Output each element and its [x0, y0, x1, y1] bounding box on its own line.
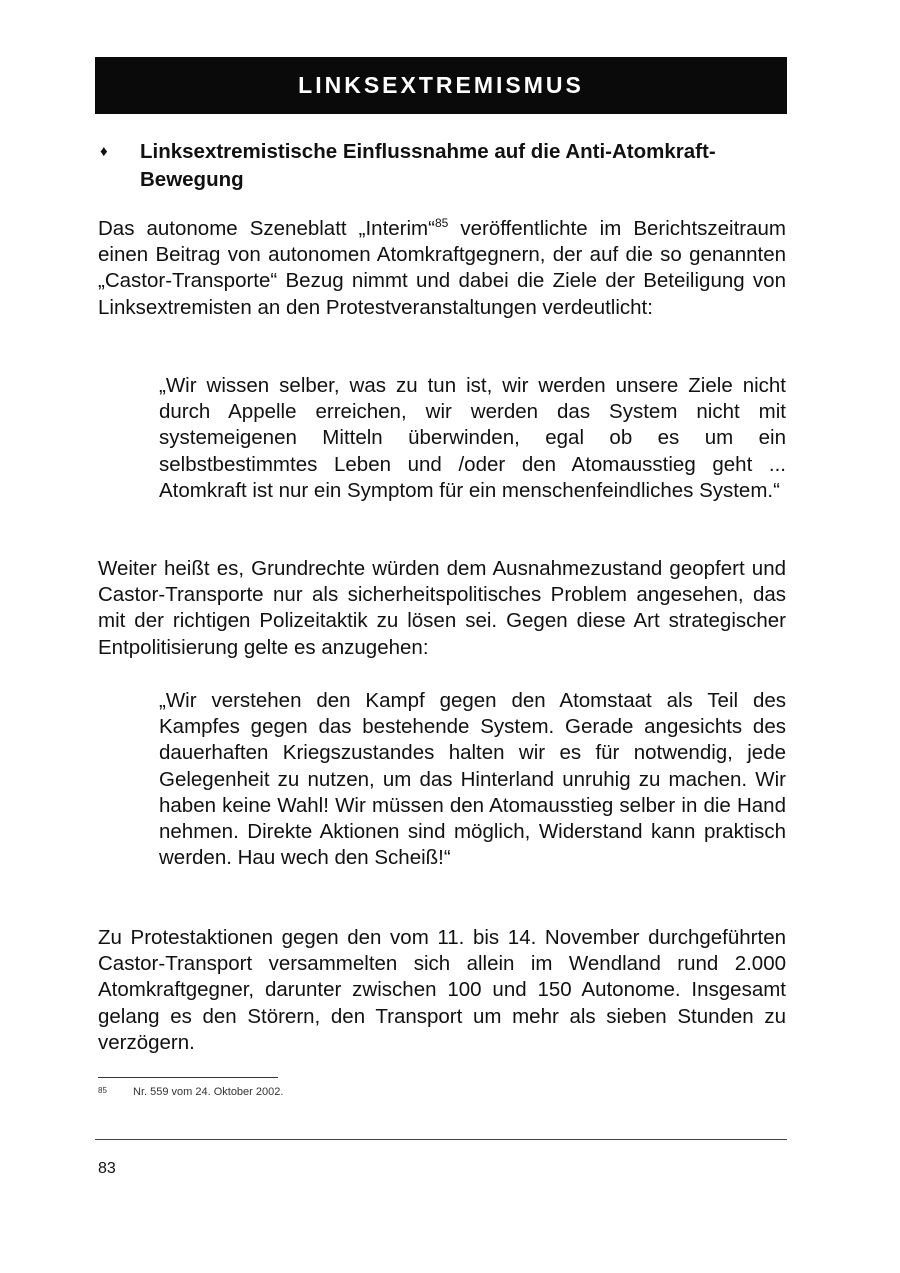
footnote-text: Nr. 559 vom 24. Oktober 2002.	[133, 1086, 284, 1098]
quote-block-1: „Wir wissen selber, was zu tun ist, wir werden unsere Ziele nicht durch Appelle erreichen, wir werden das System nicht mit systemeigenen Mitteln überwinden, egal ob es um ein selbstbestimmtes Leben und /oder den Atomausstieg geht ... Atomkraft ist nur ein Symptom für ein menschenfeindliches System.“	[159, 374, 786, 502]
footnote-divider	[98, 1077, 278, 1078]
footnote	[98, 1086, 283, 1098]
paragraph-middle: Weiter heißt es, Grundrechte würden dem Ausnahmezustand geopfert und Castor-Transporte nur als sicherheitspolitisches Problem angesehen, das mit der richtigen Polizeitaktik zu lösen sei. Gegen diese Art strategischer Entpolitisierung gelte es anzugehen:	[98, 557, 786, 659]
page-bottom-rule	[95, 1139, 787, 1140]
section-heading	[98, 138, 798, 194]
paragraph-closing: Zu Protestaktionen gegen den vom 11. bis 14. November durchgeführten Castor-Transport versammelten sich allein im Wendland rund 2.000 Atomkraftgegner, darunter zwischen 100 und 150 Autonome. Insgesamt gelang es den Störern, den Transport um mehr als sieben Stunden zu verzögern.	[98, 926, 786, 1054]
page-number: 83	[98, 1160, 116, 1177]
paragraph-intro	[98, 216, 786, 321]
bullet-diamond-icon: ♦	[100, 143, 108, 160]
footnote-number: 85	[98, 1086, 107, 1095]
quote-block-2: „Wir verstehen den Kampf gegen den Atomstaat als Teil des Kampfes gegen das bestehende System. Gerade angesichts des dauerhaften Kriegszustandes halten wir es für notwendig, jede Gelegenheit zu nutzen, um das Hinterland unruhig zu machen. Wir haben keine Wahl! Wir müssen den Atomausstieg selber in die Hand nehmen. Direkte Aktionen sind möglich, Widerstand kann praktisch werden. Hau wech den Scheiß!“	[159, 689, 786, 870]
chapter-header-bar	[95, 57, 787, 114]
section-title: Linksextremistische Einflussnahme auf die Anti-Atomkraft-Bewegung	[140, 140, 716, 191]
chapter-title: LINKSEXTREMISMUS	[298, 72, 584, 98]
paragraph-intro-text-b: veröffentlichte im Berichtszeitraum einen Beitrag von autonomen Atomkraftgegnern, der auf die so genannten „Castor-Transporte“ Bezug nimmt und dabei die Ziele der Beteiligung von Linksextremisten an den Protestveranstaltungen verdeutlicht:	[98, 217, 786, 319]
paragraph-intro-text-a: Das autonome Szeneblatt „Interim“	[98, 217, 435, 240]
footnote-reference: 85	[434, 216, 449, 231]
